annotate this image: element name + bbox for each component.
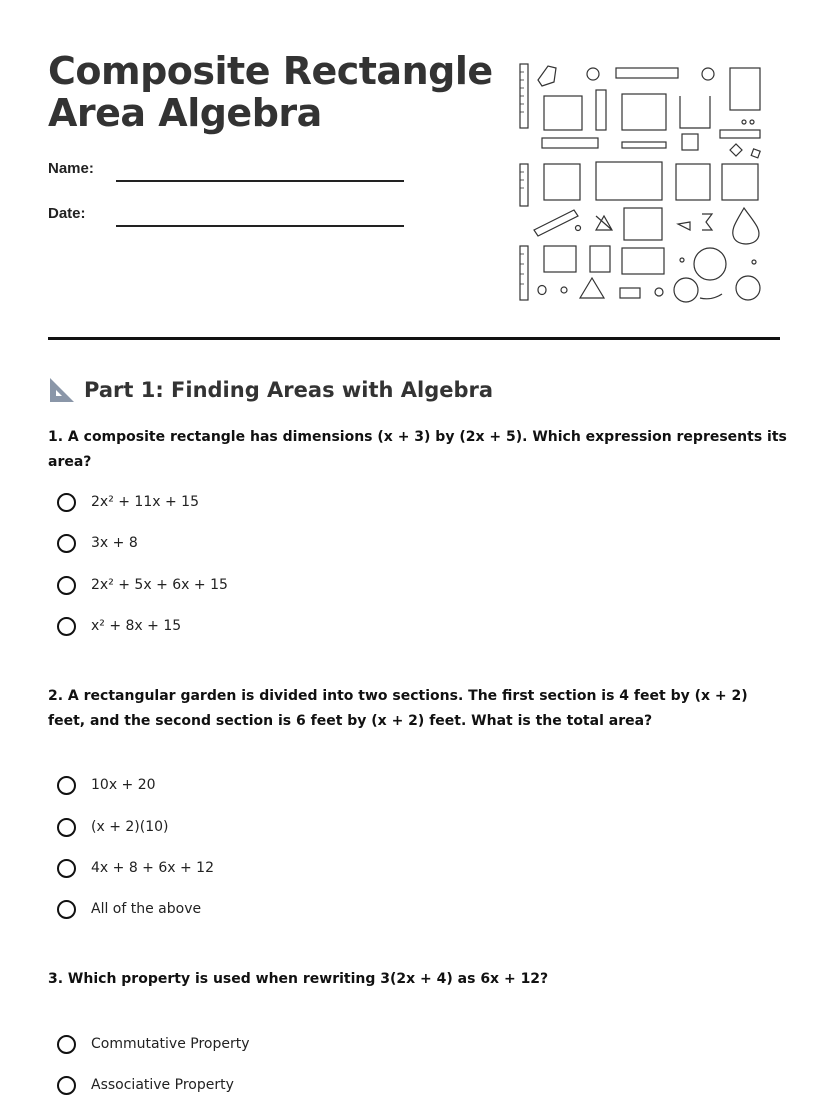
option-label: 10x + 20 <box>91 777 156 793</box>
radio-button[interactable] <box>57 576 76 595</box>
ruler-icon <box>534 210 578 236</box>
radio-button[interactable] <box>57 1035 76 1054</box>
option-label: 2x² + 5x + 6x + 15 <box>91 577 228 593</box>
q2-option-a[interactable] <box>57 772 156 798</box>
date-line[interactable] <box>116 225 404 227</box>
set-square-icon <box>48 376 76 404</box>
q1-option-b[interactable] <box>57 530 138 556</box>
q2-option-d[interactable] <box>57 896 201 922</box>
geometry-tools-clipart <box>516 58 768 306</box>
option-label: Associative Property <box>91 1077 234 1093</box>
ruler-icon <box>720 130 760 138</box>
square-icon <box>676 164 710 200</box>
square-icon <box>682 134 698 150</box>
option-label: x² + 8x + 15 <box>91 618 182 634</box>
q1-option-d[interactable] <box>57 613 181 639</box>
radio-button[interactable] <box>57 776 76 795</box>
section-header <box>48 374 493 406</box>
square-icon <box>624 208 662 240</box>
rectangle-icon <box>544 246 576 272</box>
rectangle-icon <box>622 248 664 274</box>
heart-icon <box>538 286 546 295</box>
option-label: 2x² + 11x + 15 <box>91 494 199 510</box>
option-label: 3x + 8 <box>91 535 138 551</box>
triangle-icon <box>580 278 604 298</box>
title-line-2: Area Algebra <box>48 91 322 135</box>
name-label: Name: <box>48 160 94 177</box>
name-line[interactable] <box>116 180 404 182</box>
q3-option-a[interactable] <box>57 1031 250 1057</box>
radio-button[interactable] <box>57 493 76 512</box>
option-label: All of the above <box>91 901 202 917</box>
radio-button[interactable] <box>57 818 76 837</box>
rectangle-icon <box>590 246 610 272</box>
ruler-icon <box>520 164 528 206</box>
radio-button[interactable] <box>57 617 76 636</box>
square-icon <box>544 96 582 130</box>
title-line-1: Composite Rectangle <box>48 49 493 93</box>
eraser-icon <box>538 66 556 86</box>
diamond-icon <box>730 144 742 156</box>
option-label: 4x + 8 + 6x + 12 <box>91 860 214 876</box>
eraser-icon <box>620 288 640 298</box>
date-label: Date: <box>48 205 86 222</box>
tape-measure-icon <box>702 68 714 80</box>
radio-button[interactable] <box>57 859 76 878</box>
rectangle-icon <box>596 90 606 130</box>
sigma-icon <box>702 214 712 230</box>
q1-option-a[interactable] <box>57 489 199 515</box>
sun-icon <box>655 288 663 296</box>
tape-roll-icon <box>674 278 698 302</box>
pencil-sharpener-icon <box>587 68 599 80</box>
section-title: Part 1: Finding Areas with Algebra <box>84 378 494 402</box>
square-icon <box>544 164 580 200</box>
square-icon <box>722 164 758 200</box>
option-label: Commutative Property <box>91 1036 250 1052</box>
set-square-icon <box>680 96 710 128</box>
q3-option-b[interactable] <box>57 1072 234 1098</box>
question-2: 2. A rectangular garden is divided into two sections. The first section is 4 feet by (x + 2) feet, and the second section is 6 feet by (x + 2) feet. What is the total area? <box>48 688 748 729</box>
question-1: 1. A composite rectangle has dimensions (x + 3) by (2x + 5). Which expression represents its area? <box>48 429 787 470</box>
circle-icon <box>694 248 726 280</box>
q1-option-c[interactable] <box>57 572 228 598</box>
drop-icon <box>733 208 759 244</box>
triangle-icon <box>596 216 612 230</box>
ruler-icon <box>542 138 598 148</box>
rectangle-icon <box>596 162 662 200</box>
radio-button[interactable] <box>57 534 76 553</box>
compass-icon <box>736 276 760 300</box>
header-divider <box>48 337 780 340</box>
rectangle-icon <box>622 94 666 130</box>
q2-option-b[interactable] <box>57 814 169 840</box>
triangle-icon <box>678 222 690 230</box>
question-3: 3. Which property is used when rewriting 3(2x + 4) as 6x + 12? <box>48 971 549 987</box>
ruler-icon <box>622 142 666 148</box>
q2-option-c[interactable] <box>57 855 214 881</box>
worksheet-title <box>48 50 493 134</box>
notebook-icon <box>730 68 760 110</box>
radio-button[interactable] <box>57 900 76 919</box>
ruler-icon <box>616 68 678 78</box>
radio-button[interactable] <box>57 1076 76 1095</box>
option-label: (x + 2)(10) <box>91 819 169 835</box>
